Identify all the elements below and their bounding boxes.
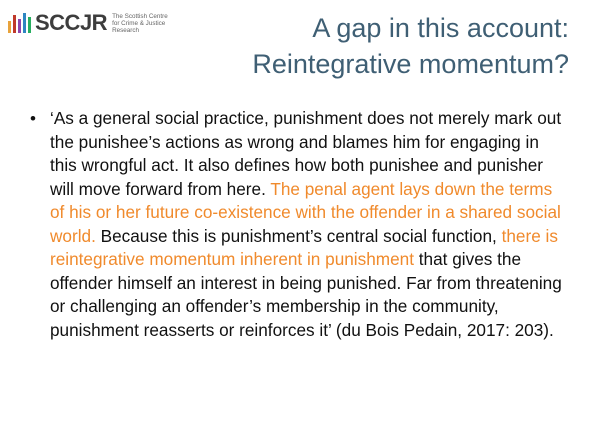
slide-title [189,10,569,82]
logo-name: SCCJR [35,10,108,35]
quote-text-part-1: ‘As a general social practice, punishment does not merely mark out the punishee’s actions as wrong and blames him for engaging in this wrongful act. It also defines how both punishee and punisher will move forward from here. [50,108,562,199]
quote-text-part-3: that gives the offender himself an interest in being punished. Far from threatening or challenging an offender’s membership in the community, punishment reasserts or reinforces it’ (du Bois Pedain, 2017: 203). [50,249,562,340]
logo-bar [8,21,11,33]
sccjr-logo [8,9,174,37]
quote-text-part-2: Because this is punishment’s central social function, [95,225,502,246]
slide-title-line-2: Reintegrative momentum? [252,49,569,79]
slide-title-line-1: A gap in this account: [312,13,569,43]
logo-subtitle: The Scottish Centre for Crime & Justice Research [112,12,168,34]
logo-bar [23,13,26,33]
bullet-marker: • [30,109,36,128]
quote-paragraph [50,107,570,342]
logo-bar [28,17,31,33]
quote-highlight-2: there is reintegrative momentum inherent in punishment [50,225,558,269]
quote-highlight-1: The penal agent lays down the terms of his or her future co-existence with the offender in a shared social world. [50,178,561,246]
logo-bars-icon [8,13,31,33]
logo-bar [18,19,21,33]
logo-bar [13,15,16,33]
